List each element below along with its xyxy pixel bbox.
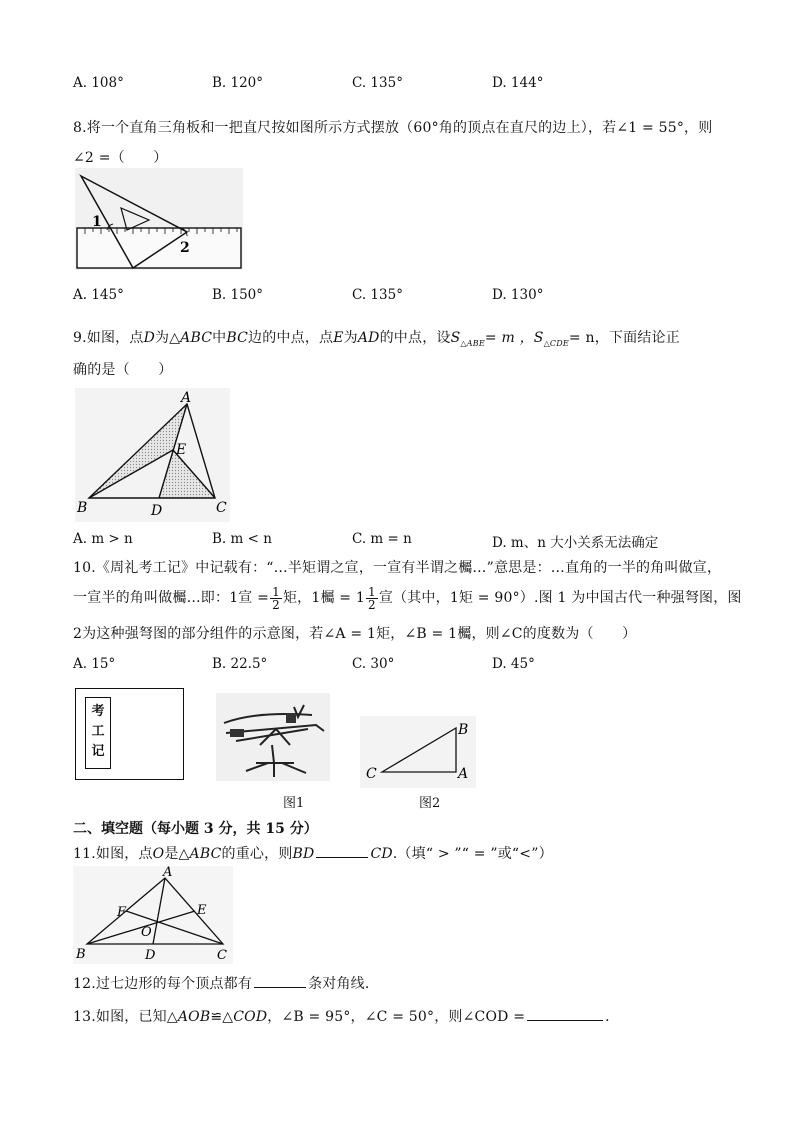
q10-text-line3: 2为这种强弩图的部分组件的示意图，若∠A = 1矩，∠B = 1欘，则∠C的度数为（ ） [73,626,637,642]
q8-option-b: B. 150° [212,287,264,303]
label-e: E [176,442,187,458]
book-title: 考工记 [91,704,105,759]
q8-option-d: D. 130° [492,287,544,303]
q11-figure [73,866,233,964]
q10-option-a: A. 15° [73,656,116,672]
q10-option-b: B. 22.5° [212,656,268,672]
crossbow-block [230,729,244,737]
q7-option-c: C. 135° [352,75,403,91]
q8-option-a: A. 145° [73,287,124,303]
q10-option-c: C. 30° [352,656,395,672]
label-b: B [77,500,88,516]
q9-option-a: A. m > n [73,531,133,547]
label-c: C [366,766,377,782]
label-b: B [458,722,469,738]
fraction-half-1: $\frac{1}{2}$ [272,584,280,612]
crossbow-mechanism [286,713,296,723]
label-e: E [197,903,207,918]
q8-option-c: C. 135° [352,287,403,303]
q11-answer-blank[interactable] [316,857,368,858]
label-f: F [117,905,127,920]
label-a: A [181,390,192,406]
q10-text-line1: 10.《周礼考工记》中记载有：“…半矩谓之宣，一宣有半谓之欘…”意思是：…直角的一半的角叫做宣， [73,560,722,576]
q10-text-line2: 一宣半的角叫做欘…即：1宣 = $\frac{1}{2}$ 矩，1欘 = 1 $\frac{1}{2}$ 宣（其中，1矩 = 90°）.图 1 为中国古代一种强弩图，图 [73,584,742,612]
q9-option-c: C. m = n [352,531,412,547]
q9-figure [75,388,230,522]
q10-option-d: D. 45° [492,656,535,672]
q9-option-d: D. m、n 大小关系无法确定 [492,535,659,551]
figure-2-caption: 图2 [419,796,441,811]
label-angle-1: 1 [92,214,102,230]
q8-figure [75,168,243,270]
label-c: C [217,948,227,963]
label-b: B [76,947,86,962]
label-d: D [145,948,156,963]
figure-1-caption: 图1 [283,796,305,811]
q7-option-a: A. 108° [73,75,124,91]
q7-option-d: D. 144° [492,75,544,91]
q13-answer-blank[interactable] [527,1020,603,1021]
crossbow-figure [216,693,330,781]
q9-option-b: B. m < n [212,531,272,547]
q12-answer-blank[interactable] [254,987,306,988]
book-title-box [85,697,111,769]
q12-text: 12.过七边形的每个顶点都有 条对角线. [73,976,370,992]
label-d: D [151,503,163,519]
label-a: A [163,866,173,880]
q9-text-line2: 确的是（ ） [73,362,173,378]
q7-option-b: B. 120° [212,75,264,91]
kaogongji-book-figure [75,688,184,780]
q8-text-line1: 8.将一个直角三角板和一把直尺按如图所示方式摆放（60°角的顶点在直尺的边上），若∠1 = 55°，则 [73,120,713,136]
q13-text: 13.如图，已知△AOB≌△COD，∠B = 95°，∠C = 50°，则∠COD = . [73,1009,610,1025]
q9-text-line1: 9.如图，点D为△ABC中BC边的中点，点E为AD的中点，设$S_{\triangle ABE}= m$ ，$S_{\triangle CDE}= n$，下面结论正 [73,330,680,348]
ruler [77,228,241,268]
label-o: O [141,925,152,940]
q10-triangle-figure [360,716,476,788]
label-angle-2: 2 [180,240,190,256]
label-a: A [458,766,469,782]
label-c: C [216,500,227,516]
fraction-half-2: $\frac{1}{2}$ [367,584,376,612]
section-heading-fill-in-blank: 二、填空题（每小题 3 分，共 15 分） [73,821,318,837]
q8-text-line2: ∠2 =（ ） [73,150,168,166]
q11-text: 11.如图，点O是△ABC的重心，则BD CD.（填“ > ”“ = ”或“<”） [73,846,553,862]
